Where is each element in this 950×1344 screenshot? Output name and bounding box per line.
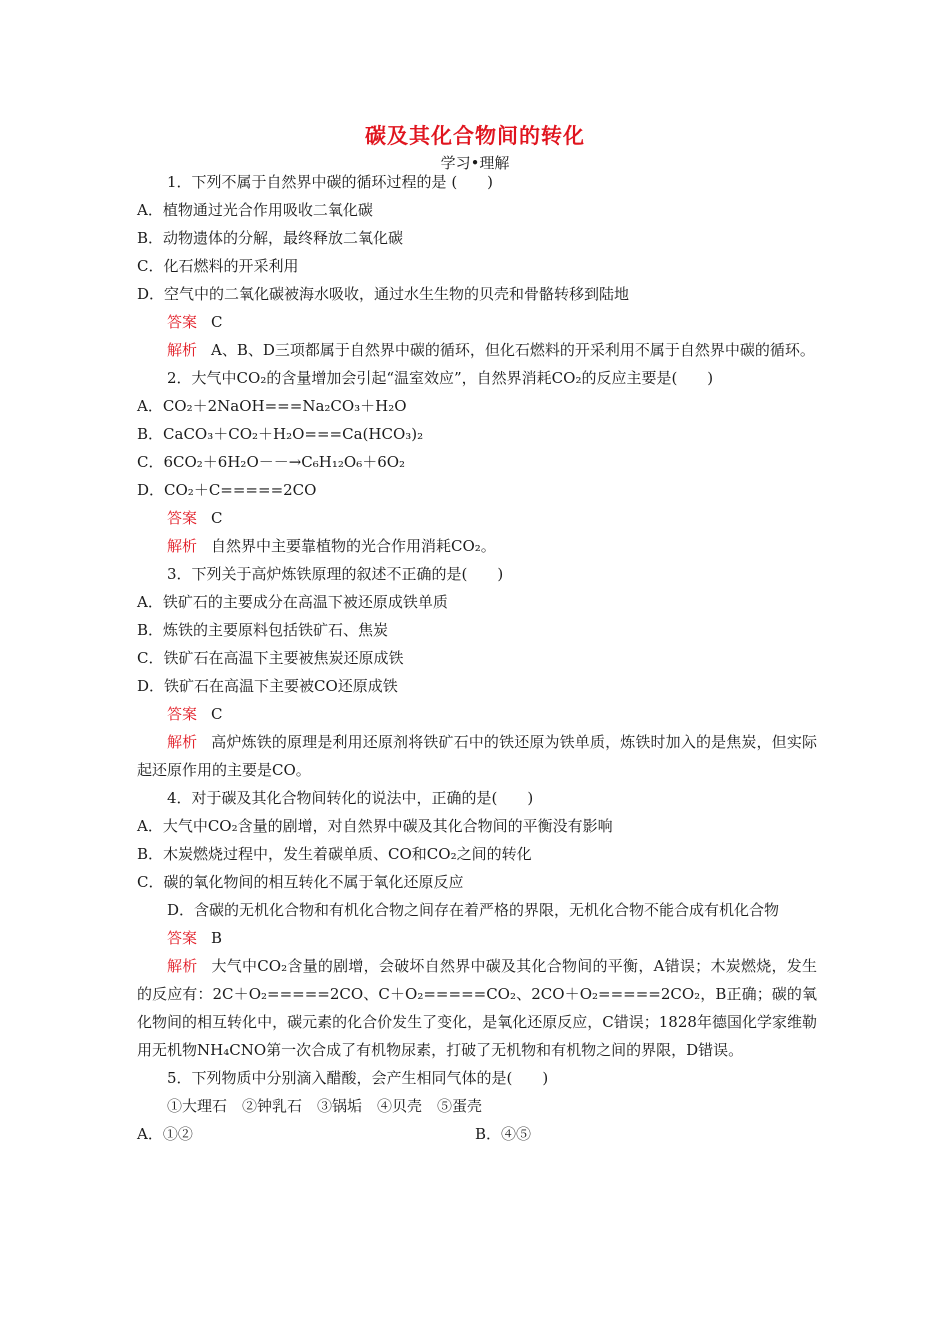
answer-line bbox=[137, 308, 817, 336]
option-item: A．大气中CO₂含量的剧增，对自然界中碳及其化合物间的平衡没有影响 bbox=[137, 817, 613, 835]
option-item: B．④⑤ bbox=[475, 1125, 532, 1143]
analysis-tag: 解析 bbox=[167, 733, 198, 751]
answer-tag: 答案 bbox=[167, 313, 198, 331]
page-title: 碳及其化合物间的转化 bbox=[365, 124, 585, 148]
option-item: D．铁矿石在高温下主要被CO还原成铁 bbox=[137, 677, 398, 695]
option-item: B．CaCO₃＋CO₂＋H₂O===Ca(HCO₃)₂ bbox=[137, 425, 424, 443]
analysis-line bbox=[137, 952, 817, 1064]
analysis-tag: 解析 bbox=[167, 537, 198, 555]
answer-value: C bbox=[211, 509, 223, 527]
option-item: C．碳的氧化物间的相互转化不属于氧化还原反应 bbox=[137, 873, 464, 891]
option-item: C．化石燃料的开采利用 bbox=[137, 257, 299, 275]
option-item: B．木炭燃烧过程中，发生着碳单质、CO和CO₂之间的转化 bbox=[137, 845, 532, 863]
option-item: A．CO₂＋2NaOH===Na₂CO₃＋H₂O bbox=[137, 397, 407, 415]
answer-line bbox=[137, 924, 817, 952]
analysis-line bbox=[137, 532, 817, 560]
analysis-tag: 解析 bbox=[167, 957, 198, 975]
page-subtitle: 学习•理解 bbox=[440, 154, 510, 172]
option-row bbox=[137, 1120, 817, 1148]
option-item: A．铁矿石的主要成分在高温下被还原成铁单质 bbox=[137, 593, 448, 611]
option-item: D．CO₂＋C=====2CO bbox=[137, 481, 317, 499]
answer-tag: 答案 bbox=[167, 705, 198, 723]
question-stem: 2．大气中CO₂的含量增加会引起“温室效应”，自然界消耗CO₂的反应主要是( ) bbox=[167, 369, 714, 387]
analysis-text: 高炉炼铁的原理是利用还原剂将铁矿石中的铁还原为铁单质，炼铁时加入的是焦炭，但实际起还原作用的主要是CO。 bbox=[137, 733, 817, 779]
answer-tag: 答案 bbox=[167, 509, 198, 527]
answer-value: B bbox=[211, 929, 223, 947]
option-item: D．空气中的二氧化碳被海水吸收，通过水生生物的贝壳和骨骼转移到陆地 bbox=[137, 285, 630, 303]
answer-value: C bbox=[211, 313, 223, 331]
analysis-text: 自然界中主要靠植物的光合作用消耗CO₂。 bbox=[211, 537, 496, 555]
question-stem: 3．下列关于高炉炼铁原理的叙述不正确的是( ) bbox=[167, 565, 504, 583]
answer-line bbox=[137, 700, 817, 728]
question-stem: 1．下列不属于自然界中碳的循环过程的是 ( ) bbox=[167, 173, 494, 191]
option-item: C．铁矿石在高温下主要被焦炭还原成铁 bbox=[137, 649, 404, 667]
question-stem: 5．下列物质中分别滴入醋酸，会产生相同气体的是( ) bbox=[167, 1069, 549, 1087]
option-item: B．炼铁的主要原料包括铁矿石、焦炭 bbox=[137, 621, 389, 639]
analysis-tag: 解析 bbox=[167, 341, 198, 359]
option-item: A．①② bbox=[137, 1125, 193, 1143]
option-item: C．6CO₂＋6H₂O－－→C₆H₁₂O₆＋6O₂ bbox=[137, 453, 406, 471]
substance-list: ①大理石 ②钟乳石 ③锅垢 ④贝壳 ⑤蛋壳 bbox=[167, 1097, 483, 1115]
answer-tag: 答案 bbox=[167, 929, 198, 947]
question-stem: 4．对于碳及其化合物间转化的说法中，正确的是( ) bbox=[167, 789, 534, 807]
analysis-line bbox=[137, 728, 817, 784]
answer-line bbox=[137, 504, 817, 532]
analysis-text: 大气中CO₂含量的剧增，会破坏自然界中碳及其化合物间的平衡，A错误；木炭燃烧，发生的反应有：2C＋O₂=====2CO、C＋O₂=====CO₂、2CO＋O₂=====2CO₂，B正确；碳的氧化物间的相互转化中，碳元素的化合价发生了变化，是氧化还原反应，C错误；1828年德国化学家维勒用无机物NH₄CNO第一次合成了有机物尿素，打破了无机物和有机物之间的界限，D错误。 bbox=[137, 957, 817, 1059]
analysis-line bbox=[137, 336, 817, 364]
question-list bbox=[137, 168, 817, 1148]
option-item: B．动物遗体的分解，最终释放二氧化碳 bbox=[137, 229, 404, 247]
option-item: D．含碳的无机化合物和有机化合物之间存在着严格的界限，无机化合物不能合成有机化合物 bbox=[167, 901, 780, 919]
analysis-text: A、B、D三项都属于自然界中碳的循环，但化石燃料的开采利用不属于自然界中碳的循环。 bbox=[211, 341, 815, 359]
option-item: A．植物通过光合作用吸收二氧化碳 bbox=[137, 201, 373, 219]
answer-value: C bbox=[211, 705, 223, 723]
